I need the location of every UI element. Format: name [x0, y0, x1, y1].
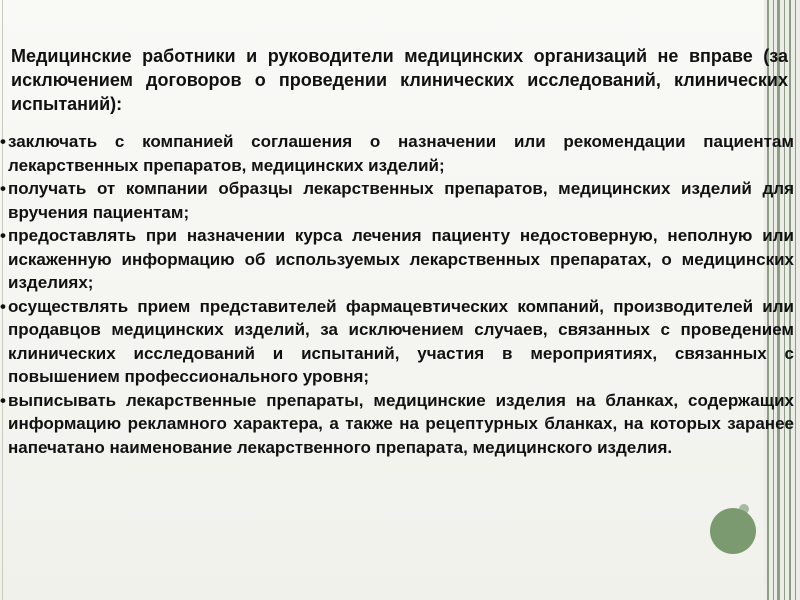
list-item-text: предоставлять при назначении курса лечения пациенту недостоверную, неполную или искаженную информацию об используемых лекарственных препаратах, о медицинских изделиях; — [8, 226, 794, 292]
list-item — [0, 224, 794, 295]
list-item-text: выписывать лекарственные препараты, медицинские изделия на бланках, содержащих информацию рекламного характера, а также на рецептурных бланках, на которых заранее напечатано наименование лекарственного препарата, медицинского изделия. — [8, 390, 794, 457]
restrictions-list — [0, 130, 794, 459]
bullet-marker: • — [0, 132, 6, 151]
list-item — [0, 295, 794, 389]
bullet-marker: • — [0, 179, 6, 198]
list-item — [0, 177, 794, 224]
list-item-text: заключать с компанией соглашения о назначении или рекомендации пациентам лекарственных препаратов, медицинских изделий; — [8, 132, 794, 175]
list-item — [0, 389, 794, 460]
decorative-line — [795, 0, 796, 600]
bullet-marker: • — [0, 296, 6, 316]
intro-paragraph: Медицинские работники и руководители медицинских организаций не вправе (за исключением договоров о проведении клинических исследований, клинических испытаний): — [11, 46, 788, 114]
bullet-marker: • — [0, 390, 6, 410]
list-item-text: осуществлять прием представителей фармацевтических компаний, производителей или продавцов медицинских изделий, за исключением случаев, связанных с проведением клинических исследований и испытаний, участия в мероприятиях, связанных с повышением профессионального уровня; — [8, 296, 794, 386]
list-item-text: получать от компании образцы лекарственных препаратов, медицинских изделий для вручения пациентам; — [8, 179, 794, 222]
list-item — [0, 130, 794, 177]
slide-content — [0, 44, 794, 459]
decorative-dot-large — [710, 508, 756, 554]
bullet-marker: • — [0, 226, 6, 245]
